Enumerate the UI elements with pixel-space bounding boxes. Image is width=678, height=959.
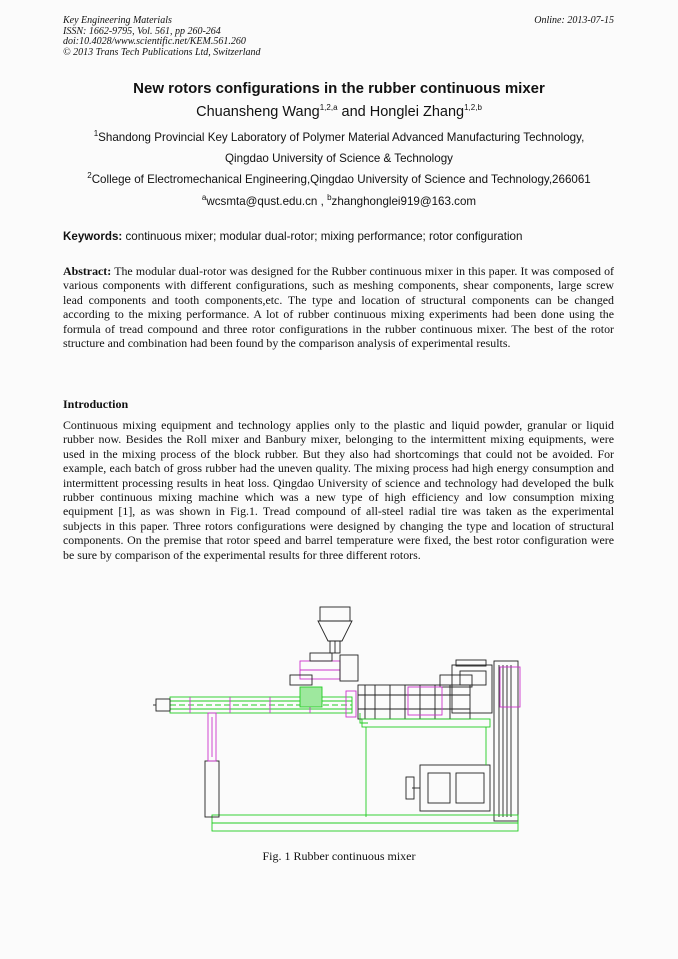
affiliation-2 <box>0 173 678 186</box>
figure-caption: Fig. 1 Rubber continuous mixer <box>262 849 416 863</box>
issn-line: ISSN: 1662-9795, Vol. 561, pp 260-264 <box>63 25 221 37</box>
affiliation-2-text: College of Electromechanical Engineering,Qingdao University of Science and Technology,266061 <box>91 173 591 186</box>
author-2: Honglei Zhang <box>369 104 465 120</box>
abstract <box>63 264 614 350</box>
email-b: zhanghonglei919@163.com <box>331 195 477 208</box>
author-2-affiliation: 1,2,b <box>464 103 482 113</box>
author-1-affiliation: 1,2,a <box>319 103 338 113</box>
paper-title: New rotors configurations in the rubber continuous mixer <box>133 80 545 97</box>
motor <box>406 765 490 811</box>
rotor-housing <box>358 675 472 719</box>
copyright-line: © 2013 Trans Tech Publications Ltd, Switzerland <box>63 46 261 58</box>
hopper <box>318 607 352 653</box>
section-heading-introduction: Introduction <box>63 397 129 411</box>
drive-belt-housing <box>494 661 520 821</box>
keywords-label: Keywords: <box>63 230 123 243</box>
author-1: Chuansheng Wang <box>196 104 320 120</box>
abstract-label: Abstract: <box>63 264 112 278</box>
keywords-text: continuous mixer; modular dual-rotor; mixing performance; rotor configuration <box>122 230 523 243</box>
feed-assembly <box>300 661 340 679</box>
email-separator: , <box>317 195 328 208</box>
doi-line: doi:10.4028/www.scientific.net/KEM.561.260 <box>63 36 246 47</box>
affiliation-1 <box>0 131 678 144</box>
affiliation-1-marker: 1 <box>93 129 99 139</box>
keywords <box>63 230 522 243</box>
email-a: wcsmta@qust.edu.cn <box>206 195 318 208</box>
abstract-text: The modular dual-rotor was designed for the Rubber continuous mixer in this paper. It was composed of various components with different configurations, such as meshing components, shear components, large screw lead components and tooth components,etc. The type and location of structural components can be changed according to the mixing performance. A lot of rubber continuous mixing experiments had been done using the formula of tread compound and three rotor configurations in the rubber continuous mixer. The best of the rotor structure and combination had been found by the comparison analysis of experimental results. <box>63 264 614 351</box>
online-date: Online: 2013-07-15 <box>534 15 614 26</box>
journal-name: Key Engineering Materials <box>63 15 172 26</box>
author-conjunction: and <box>337 104 370 120</box>
mixer-barrel <box>170 697 352 713</box>
introduction-text: Continuous mixing equipment and technology applies only to the plastic and liquid powder, granular or liquid rubber now. Besides the Roll mixer and Banbury mixer, belonging to the intermittent mixing equipments, were used in the mixing process of the block rubber. But they also had shortcomings that could not be avoided. For example, each batch of gross rubber had the uneven quality. The mixing process had high energy consumption and intermittent processing results in heat loss. Qingdao University of science and technology had developed the bulk rubber continuous mixing machine which was a new type of high efficiency and low consumption mixing equipment [1], as was shown in Fig.1. Tread compound of all-steel radial tire was taken as the experimental subjects in this paper. Three rotors configurations were designed by changing the type and location of structural components. On the premise that rotor speed and barrel temperature were fixed, the best rotor configuration were be sure by comparison of the experimental results for three different rotors. <box>63 418 614 562</box>
front-stand <box>205 713 219 817</box>
email-line <box>0 195 678 208</box>
affiliation-2-marker: 2 <box>87 171 92 181</box>
author-line <box>0 104 678 120</box>
mixer-drawing <box>150 605 530 837</box>
running-header <box>63 16 261 58</box>
support-frame <box>212 719 518 831</box>
email-a-marker: a <box>201 193 207 203</box>
email-b-marker: b <box>327 193 332 203</box>
affiliation-1-continued: Qingdao University of Science & Technology <box>225 152 453 165</box>
affiliation-1-text: Shandong Provincial Key Laboratory of Polymer Material Advanced Manufacturing Technology, <box>98 131 585 144</box>
